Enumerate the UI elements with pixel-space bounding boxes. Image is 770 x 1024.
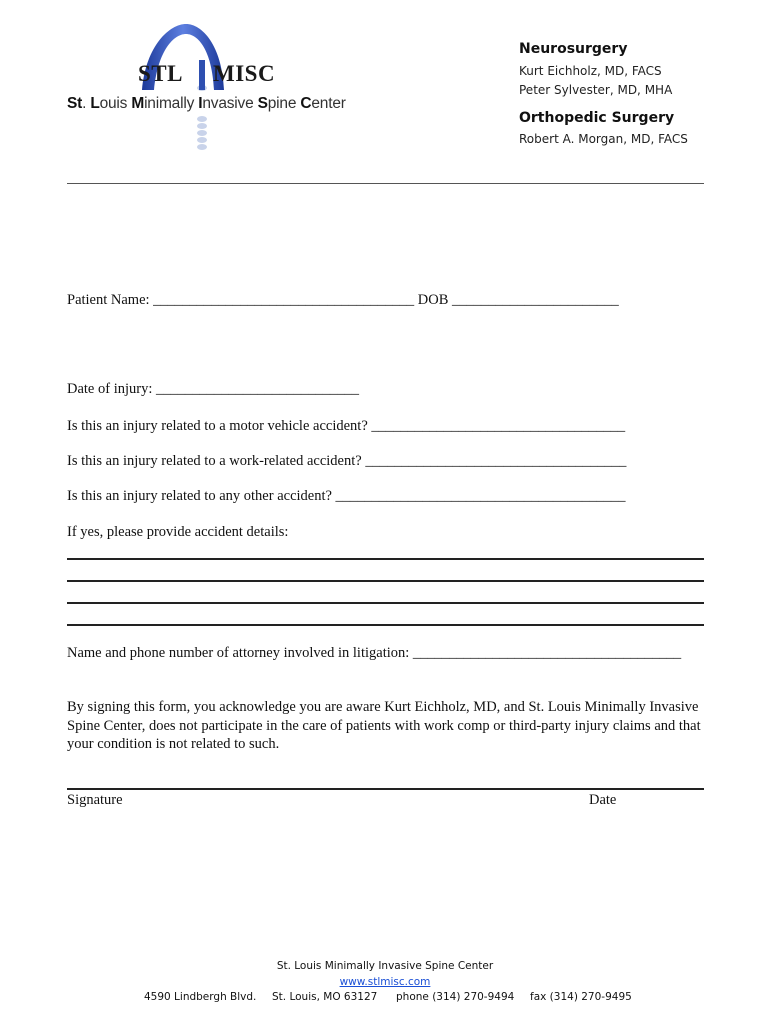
- neuro-doctor-1: Kurt Eichholz, MD, FACS: [519, 64, 662, 78]
- date-of-injury-field[interactable]: Date of injury: ____________________________: [67, 381, 359, 397]
- patient-name-dob-field[interactable]: Patient Name: ____________________________________ DOB _______________________: [67, 292, 619, 308]
- header-divider: [67, 183, 704, 184]
- footer-website-link[interactable]: www.stlmisc.com: [339, 976, 431, 988]
- details-line-3[interactable]: [67, 602, 704, 604]
- motor-vehicle-question[interactable]: Is this an injury related to a motor vehicle accident? ___________________________________: [67, 418, 626, 434]
- logo-misc-text: MISC: [213, 61, 276, 86]
- logo-full-name: St. Louis Minimally Invasive Spine Center: [67, 95, 346, 112]
- signature-label: Signature: [67, 792, 123, 808]
- attorney-field[interactable]: Name and phone number of attorney involved in litigation: _____________________________________: [67, 645, 682, 661]
- footer-fax: fax (314) 270-9495: [530, 991, 632, 1003]
- details-line-2[interactable]: [67, 580, 704, 582]
- stlmisc-logo: [62, 20, 352, 155]
- ortho-doctor-1: Robert A. Morgan, MD, FACS: [519, 132, 688, 146]
- accident-details-label: If yes, please provide accident details:: [67, 524, 289, 540]
- footer-city: St. Louis, MO 63127: [272, 991, 378, 1003]
- neurosurgery-heading: Neurosurgery: [519, 41, 628, 57]
- signature-line[interactable]: [67, 788, 704, 790]
- work-related-question[interactable]: Is this an injury related to a work-related accident? ____________________________________: [67, 453, 627, 469]
- footer-org-name: St. Louis Minimally Invasive Spine Center: [276, 960, 494, 972]
- other-accident-question[interactable]: Is this an injury related to any other accident? ________________________________________: [67, 488, 626, 504]
- neuro-doctor-2: Peter Sylvester, MD, MHA: [519, 83, 673, 97]
- orthopedic-heading: Orthopedic Surgery: [519, 110, 675, 126]
- footer-address: 4590 Lindbergh Blvd.: [144, 991, 257, 1003]
- details-line-1[interactable]: [67, 558, 704, 560]
- details-line-4[interactable]: [67, 624, 704, 626]
- arch-logo-icon: [62, 20, 352, 155]
- logo-stl-text: STL: [138, 61, 183, 86]
- date-label: Date: [589, 792, 617, 808]
- footer-website-row: [0, 976, 770, 988]
- acknowledgement-paragraph: By signing this form, you acknowledge you are aware Kurt Eichholz, MD, and St. Louis Minimally Invasive Spine Center, does not participate in the care of patients with work comp or third-party injury claims and that your condition is not related to such.: [67, 699, 701, 752]
- footer-phone: phone (314) 270-9494: [396, 991, 515, 1003]
